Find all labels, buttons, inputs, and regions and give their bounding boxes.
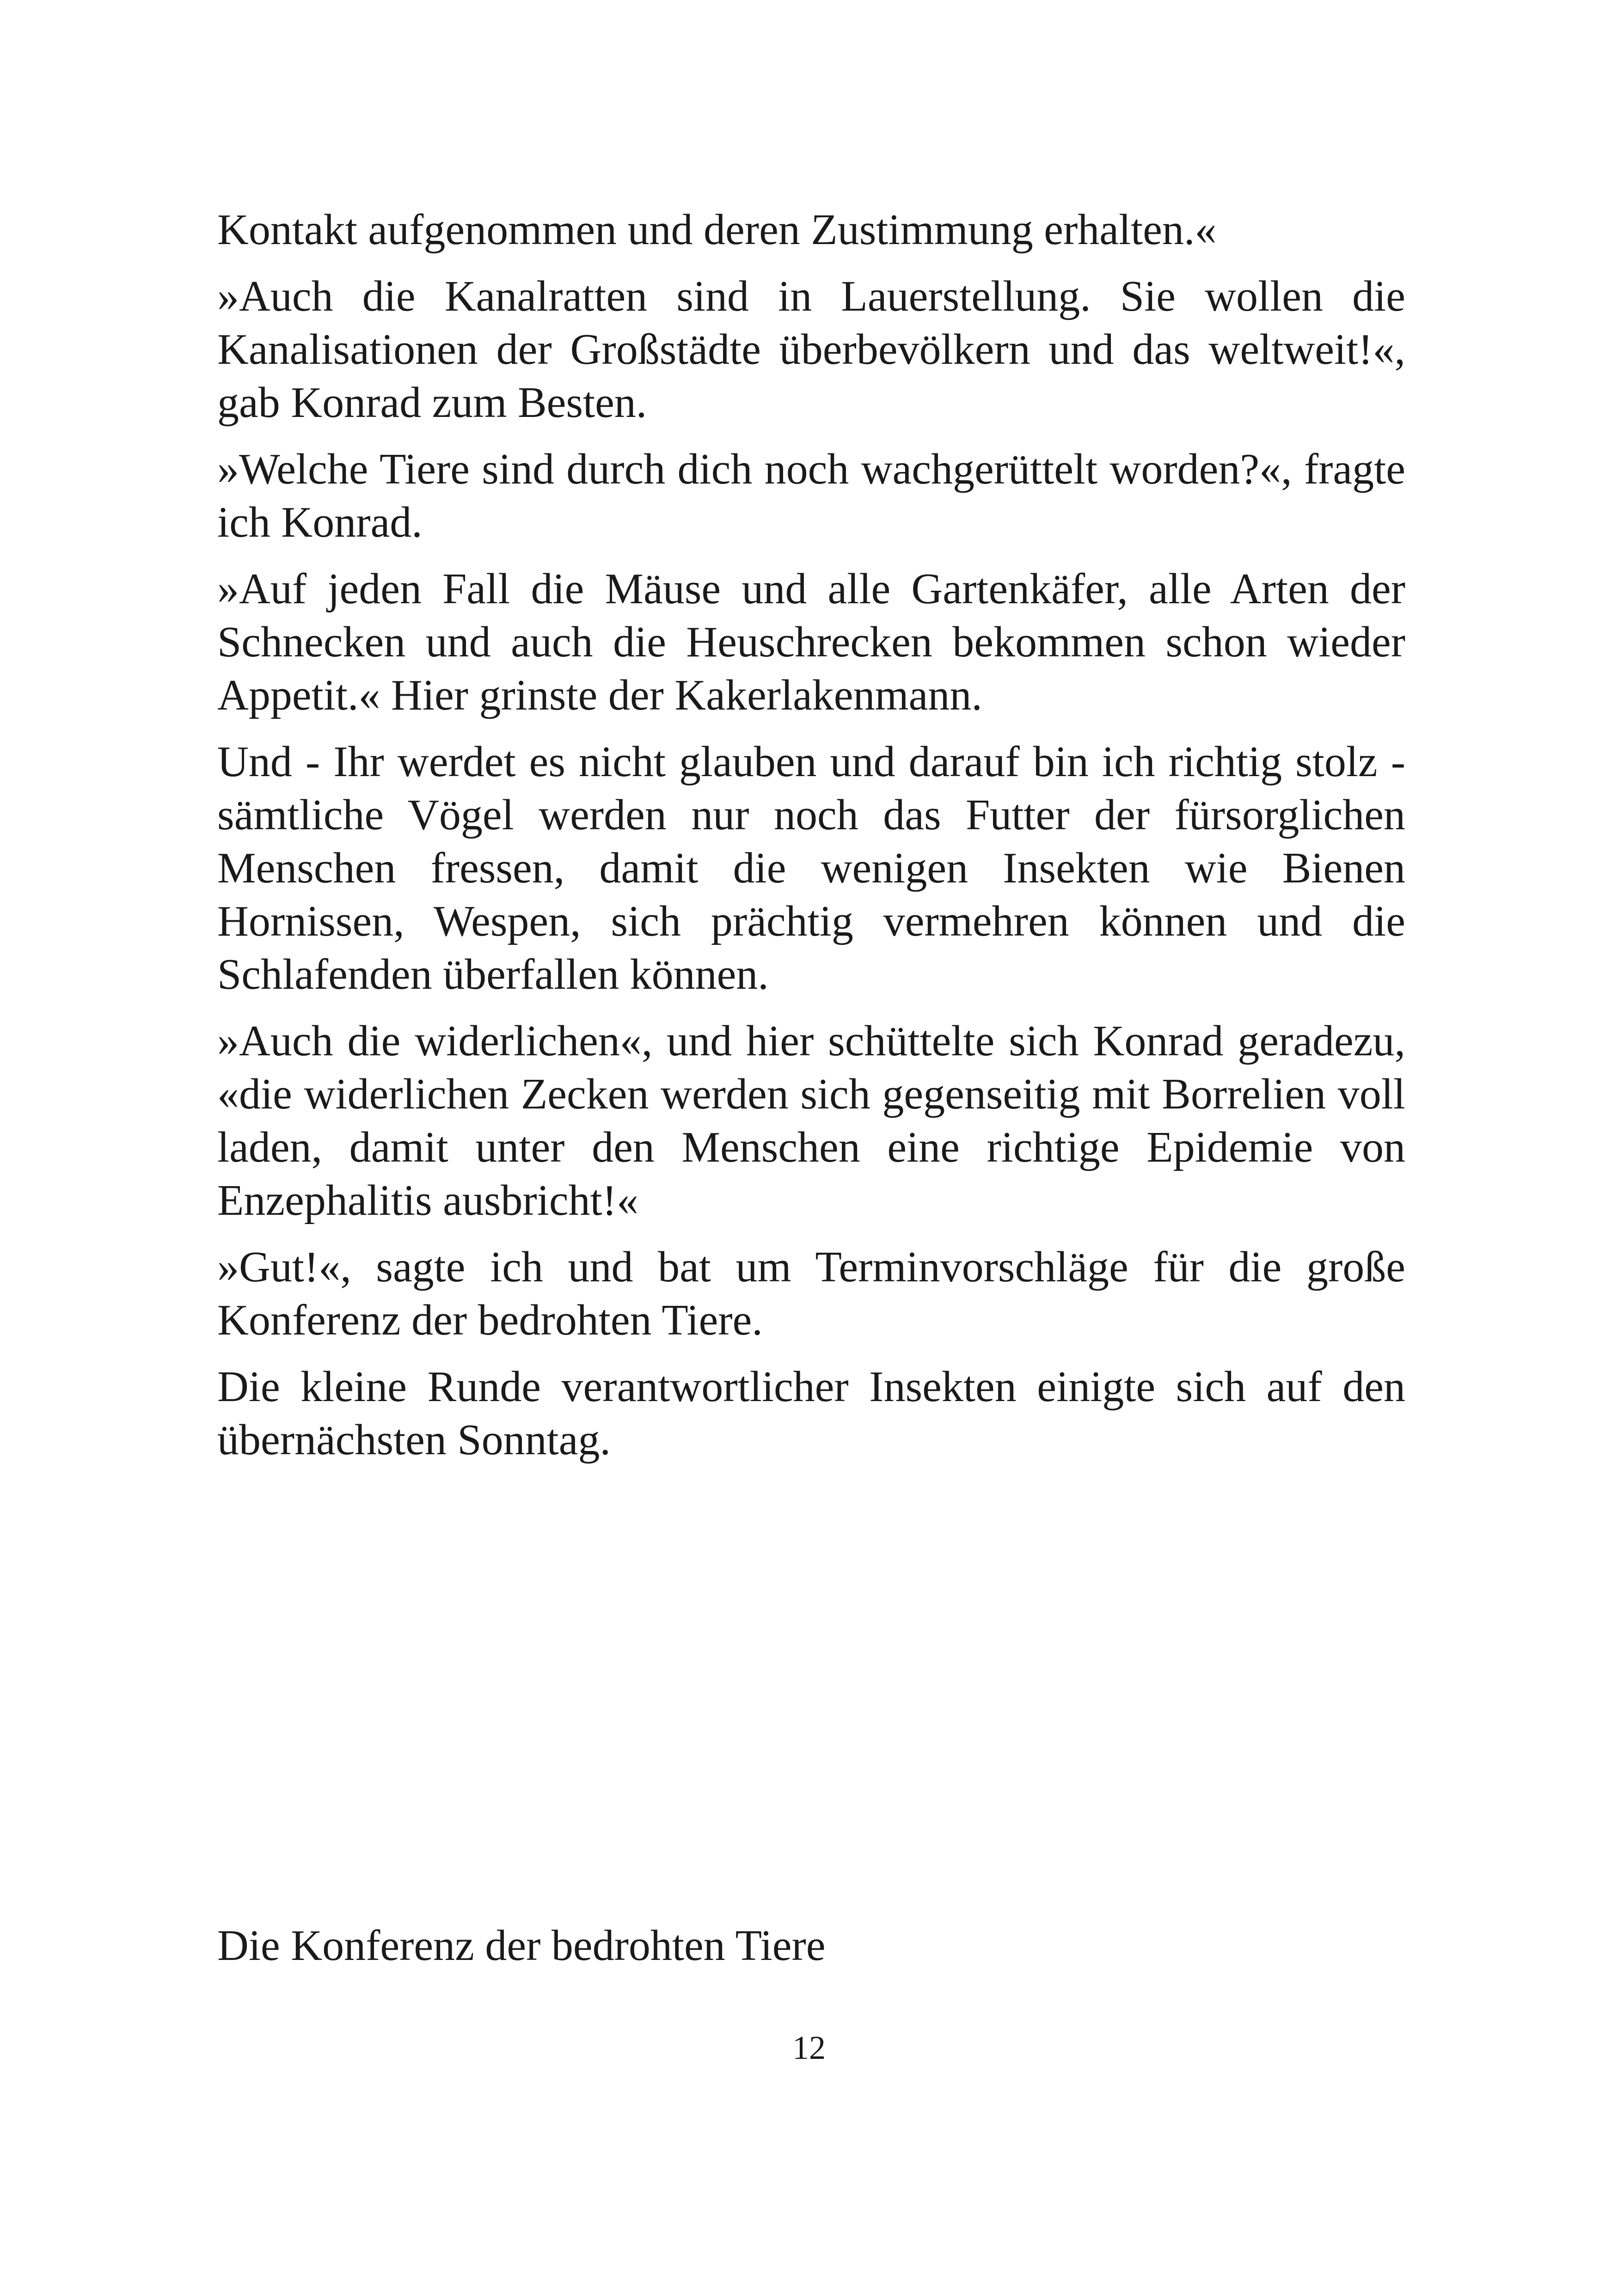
paragraph: Kontakt aufgenommen und deren Zustimmung erhalten.« xyxy=(217,206,1217,254)
body-text xyxy=(217,203,1405,1480)
page-number: 12 xyxy=(792,2029,826,2066)
paragraph: »Auch die Kanalratten sind in Lauerstellung. Sie wollen die Kanalisationen der Großstädte überbevölkern und das weltweit!«, gab Konrad zum Besten. xyxy=(217,272,1405,427)
paragraph: »Gut!«, sagte ich und bat um Terminvorschläge für die große Konferenz der bedrohten Tiere. xyxy=(217,1243,1405,1344)
section-heading: Die Konferenz der bedrohten Tiere xyxy=(217,1922,826,1970)
paragraph: »Auf jeden Fall die Mäuse und alle Gartenkäfer, alle Arten der Schnecken und auch die Heuschrecken bekommen schon wieder Appetit.« Hier grinste der Kakerlakenmann. xyxy=(217,565,1405,719)
paragraph: Und - Ihr werdet es nicht glauben und darauf bin ich richtig stolz - sämtliche Vögel werden nur noch das Futter der fürsorglichen Menschen fressen, damit die wenigen Insekten wie Bienen Hornissen, Wespen, sich prächtig vermehren können und die Schlafenden überfallen können. xyxy=(217,738,1405,998)
paragraph: »Welche Tiere sind durch dich noch wachgerüttelt worden?«, fragte ich Konrad. xyxy=(217,445,1405,546)
paragraph: »Auch die widerlichen«, und hier schüttelte sich Konrad geradezu, «die widerlichen Zecken werden sich gegenseitig mit Borrelien voll laden, damit unter den Menschen eine richtige Epidemie von Enzephalitis ausbricht!« xyxy=(217,1017,1405,1225)
paragraph: Die kleine Runde verantwortlicher Insekten einigte sich auf den übernächsten Sonntag. xyxy=(217,1363,1405,1464)
